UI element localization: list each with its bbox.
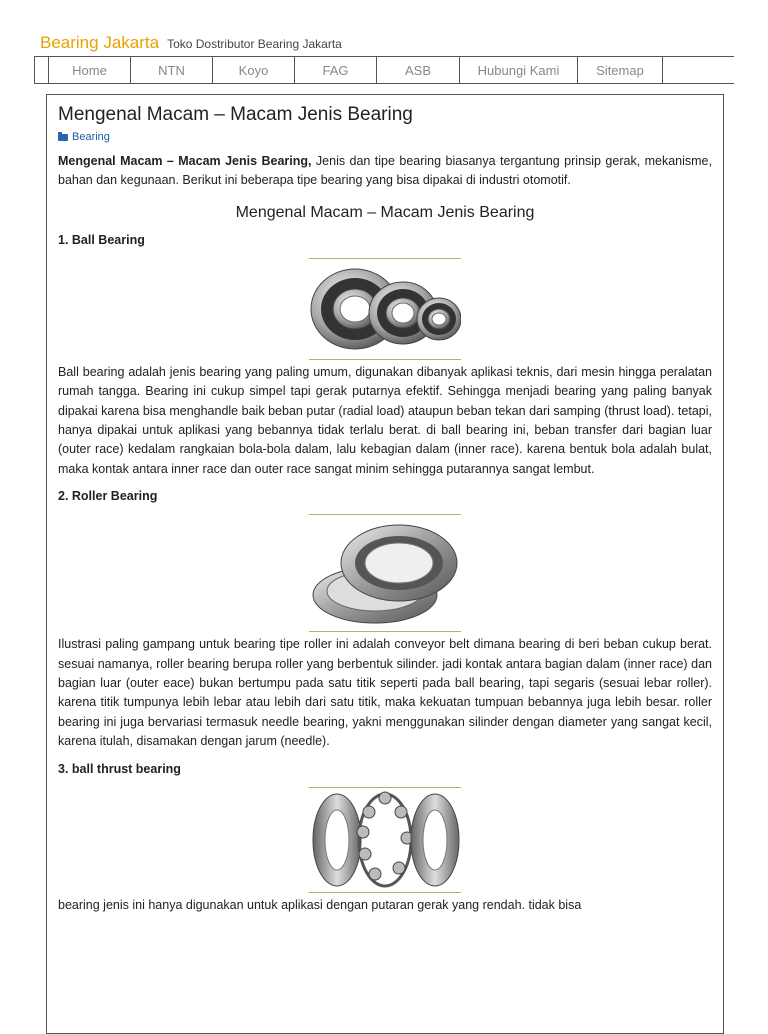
intro-bold: Mengenal Macam – Macam Jenis Bearing, [58,154,312,168]
section-text-roller-bearing: Ilustrasi paling gampang untuk bearing tipe roller ini adalah conveyor belt dimana bearing di beri beban cukup berat. sesuai namanya, roller bearing berupa roller yang berbentuk silinder. jadi kontak antara bagian dalam (inner race) dan bagian luar (outer eace) bukan bertumpu pada satu titik seperti pada ball bearing, tapi segaris (sesuai lebar roller). karena titik tumpunya lebih lebar atau lebih dari satu titik, maka kekuatan tumpuan bebannya juga lebih besar. roller bearing ini juga bervariasi termasuk needle bearing, yakni menggunakan silinder dengan diameter yang sangat kecil, karena itulah, disamakan dengan jarum (needle). [58,637,712,749]
section-text-ball-thrust-bearing: bearing jenis ini hanya digunakan untuk aplikasi dengan putaran gerak yang rendah. tidak bisa [58,897,582,912]
nav-fag[interactable]: FAG [294,57,376,84]
ball-bearing-illustration [309,261,461,357]
site-tagline: Toko Dostributor Bearing Jakarta [167,37,342,51]
nav-spacer [663,57,734,83]
ball-bearing-image [309,258,461,360]
category-label[interactable]: Bearing [72,131,110,143]
post-category[interactable] [58,130,712,144]
post-title: Mengenal Macam – Macam Jenis Bearing [58,104,413,125]
section-title-ball-bearing: 1. Ball Bearing [58,232,145,247]
ball-thrust-bearing-image [309,787,461,893]
nav-sitemap[interactable]: Sitemap [577,57,663,84]
section-title-roller-bearing: 2. Roller Bearing [58,489,158,504]
nav-edge [34,57,48,84]
folder-icon [58,134,68,141]
nav-asb[interactable]: ASB [376,57,459,84]
intro-paragraph [58,152,712,191]
nav-koyo[interactable]: Koyo [212,57,294,84]
intro-text: Jenis dan tipe bearing biasanya tergantung prinsip gerak, mekanisme, bahan dan kegunaan. Berikut ini beberapa tipe bearing yang bisa dipakai di industri otomotif. [58,154,712,188]
nav-home[interactable]: Home [48,57,130,84]
roller-bearing-image [309,514,461,632]
section-title-ball-thrust-bearing: 3. ball thrust bearing [58,761,181,776]
ball-thrust-bearing-illustration [309,790,461,890]
main-nav [34,56,734,84]
post-content [46,94,724,1034]
nav-ntn[interactable]: NTN [130,57,212,84]
site-header [40,33,342,55]
site-title-link[interactable]: Bearing Jakarta [40,33,160,52]
roller-bearing-illustration [309,517,461,629]
section-text-ball-bearing: Ball bearing adalah jenis bearing yang paling umum, digunakan dibanyak aplikasi teknis, dari mesin hingga peralatan rumah tangga. Bearing ini cukup simpel tapi gerak putarnya efektif. Sehingga menjadi bearing yang paling banyak dipakai karena bisa menghandle baik beban putar (radial load) ataupun beban tekan dari samping (thrust load). tetapi, hanya dipakai untuk aplikasi yang bebannya tidak terlalu berat. di ball bearing ini, beban transfer dari bagian luar (outer race) kedalam rangkaian bola-bola dalam, lalu kebagian dalam (inner race). karena bentuk bola adalah bulat, maka kontak antara inner race dan outer race sangat minim sehingga putarannya sangat lembut. [58,364,712,476]
post-subheading: Mengenal Macam – Macam Jenis Bearing [235,203,535,221]
nav-hubungi-kami[interactable]: Hubungi Kami [459,57,577,84]
